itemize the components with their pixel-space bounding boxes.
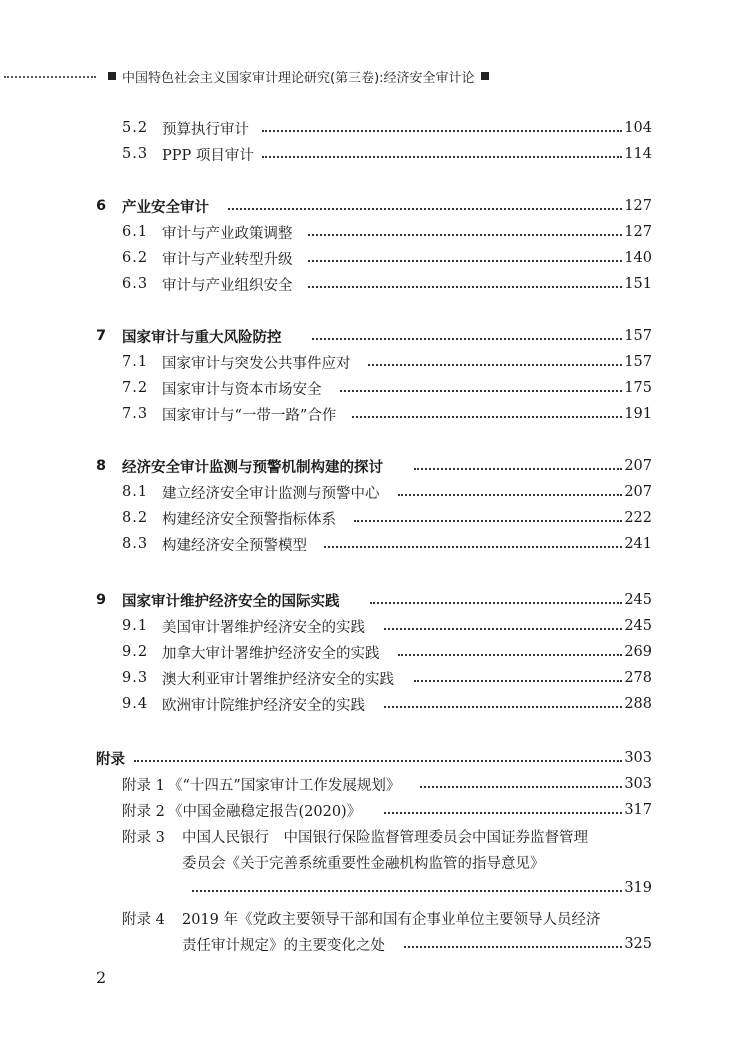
toc-entry-number: 附录 2 bbox=[122, 803, 165, 820]
toc-entry-page: 325 bbox=[624, 936, 652, 952]
toc-entry-title: 审计与产业转型升级 bbox=[162, 251, 293, 268]
toc-entry[interactable] bbox=[0, 272, 750, 296]
toc-entry-number: 5.2 bbox=[122, 120, 149, 136]
toc-entry-title: 《“十四五”国家审计工作发展规划》 bbox=[168, 777, 401, 794]
toc-entry[interactable] bbox=[0, 142, 750, 166]
toc-entry-title: 欧洲审计院维护经济安全的实践 bbox=[162, 697, 365, 714]
toc-entry-number: 7.3 bbox=[122, 406, 149, 422]
dot-leader bbox=[414, 468, 622, 470]
header-dotted-rule bbox=[4, 76, 96, 78]
toc-entry[interactable] bbox=[0, 350, 750, 374]
toc-entry[interactable] bbox=[0, 376, 750, 400]
toc-entry[interactable] bbox=[0, 746, 750, 770]
toc-entry-title: 2019 年《党政主要领导干部和国有企事业单位主要领导人员经济 bbox=[182, 911, 601, 928]
toc-entry-title: 预算执行审计 bbox=[162, 121, 249, 138]
toc-entry[interactable] bbox=[0, 824, 750, 848]
toc-entry-title: 国家审计与资本市场安全 bbox=[162, 381, 322, 398]
toc-entry-title: 附录 bbox=[96, 751, 125, 768]
toc-entry-title: 审计与产业政策调整 bbox=[162, 225, 293, 242]
toc-entry-title: 责任审计规定》的主要变化之处 bbox=[182, 937, 385, 954]
toc-entry[interactable] bbox=[0, 220, 750, 244]
toc-entry-title: 审计与产业组织安全 bbox=[162, 277, 293, 294]
toc-entry-number: 附录 3 bbox=[122, 829, 165, 846]
toc-entry[interactable] bbox=[0, 798, 750, 822]
toc-entry-title: 澳大利亚审计署维护经济安全的实践 bbox=[162, 671, 394, 688]
toc-entry-page: 269 bbox=[624, 644, 652, 660]
toc-entry-title: PPP 项目审计 bbox=[162, 147, 254, 164]
toc-entry-number: 9.3 bbox=[122, 670, 149, 686]
toc-entry[interactable] bbox=[0, 506, 750, 530]
toc-entry-page: 245 bbox=[624, 592, 652, 608]
toc-entry-page: 127 bbox=[624, 224, 652, 240]
toc-entry-number: 7.1 bbox=[122, 354, 149, 370]
dot-leader bbox=[340, 390, 622, 392]
toc-entry-title: 构建经济安全预警指标体系 bbox=[162, 511, 336, 528]
dot-leader bbox=[228, 208, 622, 210]
toc-entry-number: 9.4 bbox=[122, 696, 149, 712]
toc-entry-number: 6.3 bbox=[122, 276, 149, 292]
toc-entry-page: 175 bbox=[624, 380, 652, 396]
toc-entry-page: 104 bbox=[624, 120, 652, 136]
toc-entry-number: 7 bbox=[96, 328, 107, 344]
toc-entry[interactable] bbox=[0, 454, 750, 478]
toc-entry[interactable] bbox=[0, 614, 750, 638]
toc-entry[interactable] bbox=[0, 116, 750, 140]
toc-entry-page: 207 bbox=[624, 458, 652, 474]
dot-leader bbox=[414, 680, 622, 682]
toc-entry-title: 国家审计与“一带一路”合作 bbox=[162, 407, 337, 424]
toc-entry-page: 207 bbox=[624, 484, 652, 500]
toc-entry-number: 9.2 bbox=[122, 644, 149, 660]
toc-entry[interactable] bbox=[0, 692, 750, 716]
toc-entry-number: 附录 4 bbox=[122, 911, 165, 928]
toc-entry-number: 7.2 bbox=[122, 380, 149, 396]
toc-entry-number: 9 bbox=[96, 592, 107, 608]
book-title: 中国特色社会主义国家审计理论研究(第三卷):经济安全审计论 bbox=[122, 70, 475, 86]
toc-entry-title: 美国审计署维护经济安全的实践 bbox=[162, 619, 365, 636]
toc-entry-page: 191 bbox=[624, 406, 652, 422]
toc-entry[interactable] bbox=[0, 906, 750, 930]
toc-entry-title: 国家审计与重大风险防控 bbox=[122, 329, 282, 346]
toc-entry-number: 5.3 bbox=[122, 146, 149, 162]
dot-leader bbox=[324, 546, 622, 548]
dot-leader bbox=[308, 260, 622, 262]
dot-leader bbox=[384, 628, 622, 630]
toc-entry-page: 245 bbox=[624, 618, 652, 634]
dot-leader bbox=[384, 706, 622, 708]
toc-entry-number: 8 bbox=[96, 458, 107, 474]
toc-entry[interactable] bbox=[0, 932, 750, 956]
toc-entry-page: 151 bbox=[624, 276, 652, 292]
toc-entry-number: 6.2 bbox=[122, 250, 149, 266]
dot-leader bbox=[398, 654, 622, 656]
toc-entry-page: 140 bbox=[624, 250, 652, 266]
dot-leader bbox=[134, 760, 622, 762]
page-number: 2 bbox=[96, 968, 107, 987]
toc-entry-page: 303 bbox=[624, 750, 652, 766]
toc-entry[interactable] bbox=[0, 850, 750, 874]
toc-entry-title: 构建经济安全预警模型 bbox=[162, 537, 307, 554]
toc-entry-page: 241 bbox=[624, 536, 652, 552]
dot-leader bbox=[308, 234, 622, 236]
dot-leader bbox=[368, 364, 622, 366]
toc-entry-title: 建立经济安全审计监测与预警中心 bbox=[162, 485, 380, 502]
toc-entry-page: 317 bbox=[624, 802, 652, 818]
toc-entry-title: 产业安全审计 bbox=[122, 199, 209, 216]
toc-entry-number: 8.1 bbox=[122, 484, 149, 500]
toc-entry[interactable] bbox=[0, 876, 750, 900]
dot-leader bbox=[352, 416, 622, 418]
toc-entry-page: 222 bbox=[624, 510, 652, 526]
dot-leader bbox=[420, 786, 622, 788]
dot-leader bbox=[354, 520, 622, 522]
dot-leader bbox=[192, 890, 622, 892]
toc-entry-number: 8.2 bbox=[122, 510, 149, 526]
toc-entry[interactable] bbox=[0, 588, 750, 612]
toc-entry-title: 国家审计维护经济安全的国际实践 bbox=[122, 593, 340, 610]
square-bullet-icon bbox=[481, 72, 489, 80]
dot-leader bbox=[398, 494, 622, 496]
toc-entry-number: 6 bbox=[96, 198, 107, 214]
toc-entry-number: 6.1 bbox=[122, 224, 149, 240]
toc-entry-page: 278 bbox=[624, 670, 652, 686]
dot-leader bbox=[262, 130, 622, 132]
toc-entry-title: 国家审计与突发公共事件应对 bbox=[162, 355, 351, 372]
toc-entry[interactable] bbox=[0, 194, 750, 218]
toc-entry-title: 加拿大审计署维护经济安全的实践 bbox=[162, 645, 380, 662]
toc-entry-page: 127 bbox=[624, 198, 652, 214]
toc-entry[interactable] bbox=[0, 666, 750, 690]
toc-entry-page: 157 bbox=[624, 328, 652, 344]
toc-entry[interactable] bbox=[0, 640, 750, 664]
toc-entry-page: 157 bbox=[624, 354, 652, 370]
toc-entry-title: 委员会《关于完善系统重要性金融机构监管的指导意见》 bbox=[182, 855, 545, 872]
toc-entry-title: 《中国金融稳定报告(2020)》 bbox=[168, 803, 362, 820]
dot-leader bbox=[384, 812, 622, 814]
toc-entry-title: 中国人民银行 中国银行保险监督管理委员会中国证券监督管理 bbox=[182, 829, 588, 846]
toc-entry[interactable] bbox=[0, 246, 750, 270]
square-bullet-icon bbox=[108, 72, 116, 80]
toc-entry-page: 114 bbox=[624, 146, 652, 162]
toc-entry-number: 附录 1 bbox=[122, 777, 165, 794]
running-header bbox=[0, 66, 750, 86]
toc-entry-page: 303 bbox=[624, 776, 652, 792]
dot-leader bbox=[404, 946, 622, 948]
toc-entry[interactable] bbox=[0, 532, 750, 556]
toc-entry-title: 经济安全审计监测与预警机制构建的探讨 bbox=[122, 459, 383, 476]
toc-entry[interactable] bbox=[0, 772, 750, 796]
toc-entry-page: 319 bbox=[624, 880, 652, 896]
toc-entry[interactable] bbox=[0, 324, 750, 348]
toc-entry-number: 8.3 bbox=[122, 536, 149, 552]
toc-entry-number: 9.1 bbox=[122, 618, 149, 634]
dot-leader bbox=[308, 286, 622, 288]
toc-entry[interactable] bbox=[0, 402, 750, 426]
toc-entry-page: 288 bbox=[624, 696, 652, 712]
toc-entry[interactable] bbox=[0, 480, 750, 504]
dot-leader bbox=[370, 602, 622, 604]
dot-leader bbox=[262, 156, 622, 158]
dot-leader bbox=[312, 338, 622, 340]
